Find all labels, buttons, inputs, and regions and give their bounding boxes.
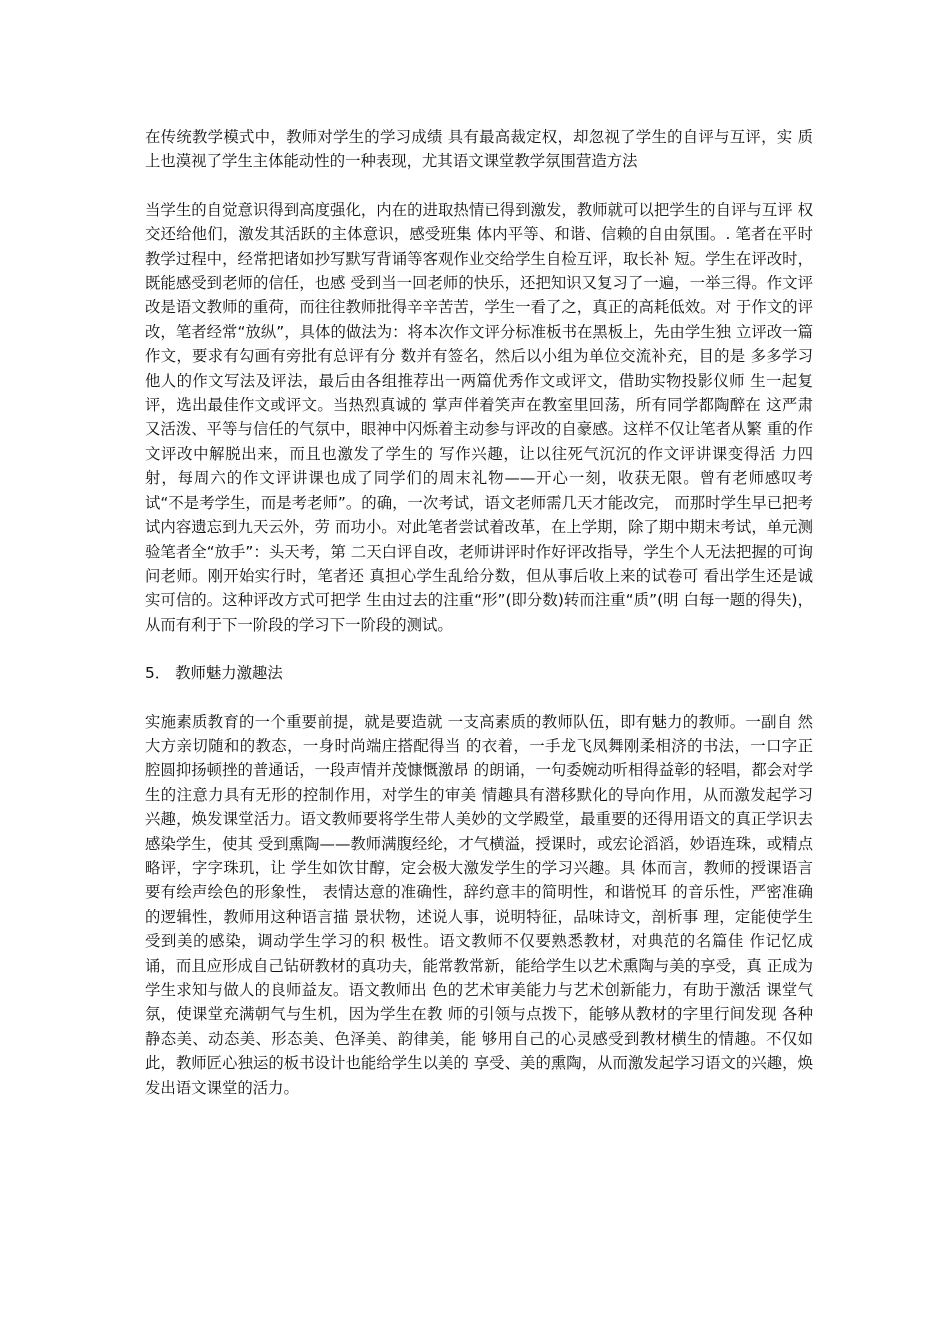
section-heading-teacher-charm: 5． 教师魅力激趣法 [145, 664, 283, 683]
paragraph-teacher-charm: 实施素质教育的一个重要前提，就是要造就 一支高素质的教师队伍，即有魅力的教师。一副自 然大方亲切随和的教态，一身时尚端庄搭配得当 的衣着，一手龙飞凤舞刚柔相济的书法，一口字正 腔圆抑扬顿挫的普通话，一段声情并茂慷慨激昂 的朗诵，一句委婉动听相得益彰的轻唱，都会对学 生的注意力具有无形的控制作用，对学生的审美 情趣具有潜移默化的导向作用，从而激发起学习 兴趣，焕发课堂活力。语文教师要将学生带人美妙的文学殿堂，最重要的还得用语文的真正学识去感染学生，使其 受到熏陶——教师满腹经纶，才气横溢，授课时，或宏论滔滔，妙语连珠，或精点略评，字字珠玑，让 学生如饮甘醇，定会极大激发学生的学习兴趣。具 体而言，教师的授课语言要有绘声绘色的形象性， 表情达意的准确性，辞约意丰的简明性，和谐悦耳 的音乐性，严密准确的逻辑性，教师用这种语言描 景状物，述说人事，说明特征，品味诗文，剖析事 理，定能使学生受到美的感染，调动学生学习的积 极性。语文教师不仅要熟悉教材，对典范的名篇佳 作记忆成诵，而且应形成自己钻研教材的真功夫，能常教常新，能给学生以艺术熏陶与美的享受，真 正成为学生求知与做人的良师益友。语文教师出 色的艺术审美能力与艺术创新能力，有助于激活 课堂气氛，使课堂充满朝气与生机，因为学生在教 师的引领与点拨下，能够从教材的字里行间发现 各种静态美、动态美、形态美、色泽美、韵律美，能 够用自己的心灵感受到教材横生的情趣。不仅如 此，教师匠心独运的板书设计也能给学生以美的 享受、美的熏陶，从而激发起学习语文的兴趣，焕 发出语文课堂的活力。 [145, 712, 813, 1097]
paragraph-evaluation-intro: 在传统教学模式中，教师对学生的学习成绩 具有最高裁定权，却忽视了学生的自评与互评，实 质上也漠视了学生主体能动性的一种表现，尤其语文课堂教学氛围营造方法 [145, 128, 813, 171]
document-body [145, 125, 813, 1124]
paragraph-peer-evaluation: 当学生的自觉意识得到高度强化，内在的进取热情已得到激发，教师就可以把学生的自评与互评 权交还给他们，激发其活跃的主体意识，感受班集 体内平等、和谐、信赖的自由氛围。. 笔者在平时教学过程中，经常把诸如抄写默写背诵等客观作业交给学生自检互评，取长补 短。学生在评改时，既能感受到老师的信任，也感 受到当一回老师的快乐，还把知识又复习了一遍，一举三得。作文评改是语文教师的重荷，而往往教师批得辛辛苦苦，学生一看了之，真正的高耗低效。对 于作文的评改，笔者经常“放纵”，具体的做法为：将本次作文评分标准板书在黑板上，先由学生独 立评改一篇作文，要求有勾画有旁批有总评有分 数并有签名，然后以小组为单位交流补充，目的是 多多学习他人的作文写法及评法，最后由各组推荐出一两篇优秀作文或评文，借助实物投影仪师 生一起复评，选出最佳作文或评文。当热烈真诚的 掌声伴着笑声在教室里回荡，所有同学都陶醉在 这严肃又活泼、平等与信任的气氛中，眼神中闪烁着主动参与评改的自豪感。这样不仅让笔者从繁 重的作文评改中解脱出来，而且也激发了学生的 写作兴趣，让以往死气沉沉的作文评讲课变得活 力四射，每周六的作文评讲课也成了同学们的周末礼物——开心一刻，收获无限。曾有老师感叹考试“不是考学生，而是考老师”。的确，一次考试，语文老师需几天才能改完， 而那时学生早已把考试内容遗忘到九天云外，劳 而功小。对此笔者尝试着改革，在上学期，除了期中期末考试，单元测验笔者全“放手”：头天考，第 二天白评自改，老师讲评时作好评改指导，学生个人无法把握的可询问老师。刚开始实行时，笔者还 真担心学生乱给分数，但从事后收上来的试卷可 看出学生还是诚实可信的。这种评改方式可把学 生由过去的注重“形”(即分数)转而注重“质”(明 白每一题的得失)，从而有利于下一阶段的学习下一阶段的测试。 [145, 200, 813, 634]
